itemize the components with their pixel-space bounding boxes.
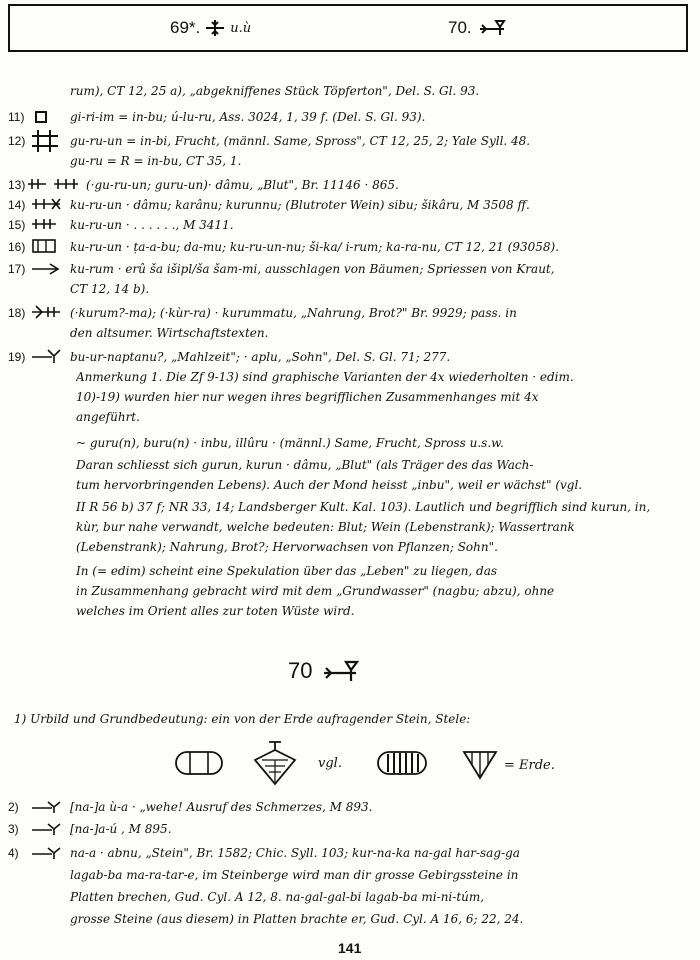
- text-line: gu-ru-un = in-bi, Frucht, (männl. Same, Spross", CT 12, 25, 2; Yale Syll. 48.: [70, 134, 531, 148]
- text-line: rum), CT 12, 25 a), „abgekniffenes Stück Töpferton", Del. S. Gl. 93.: [70, 84, 480, 98]
- stele-drawing-2-icon: [250, 738, 300, 788]
- cuneiform-na-sign-icon: [478, 19, 508, 37]
- text-line: ku-ru-un · dâmu; karânu; kurunnu; (Blutroter Wein) sibu; šikâru, M 3508 ff.: [70, 198, 530, 212]
- text-line: ~ guru(n), buru(n) · inbu, illûru · (männl.) Same, Frucht, Spross u.s.w.: [76, 436, 504, 450]
- text-line: (·gu-ru-un; guru-un)· dâmu, „Blut", Br. 11146 · 865.: [86, 178, 399, 192]
- text-line: II R 56 b) 37 f; NR 33, 14; Landsberger Kult. Kal. 103). Lautlich und begrifflich sind kurun, in,: [76, 500, 651, 514]
- line-number: 18): [8, 306, 26, 320]
- cuneiform-sign-70-3-icon: [30, 822, 62, 836]
- cuneiform-na-sign-large-icon: [322, 659, 362, 683]
- line-number: 2): [8, 800, 19, 814]
- section-number: 70: [288, 658, 313, 683]
- cuneiform-sign-70-4-icon: [30, 846, 62, 860]
- cuneiform-sign-17-icon: [30, 262, 62, 276]
- header-left-translit: u.ù: [230, 20, 252, 36]
- line-number: 16): [8, 240, 26, 254]
- drawings-label-erde: = Erde.: [504, 758, 555, 773]
- text-line: (·kurum?-ma); (·kùr-ra) · kurummatu, „Nahrung, Brot?" Br. 9929; pass. in: [70, 306, 517, 320]
- stele-drawing-1-icon: [174, 750, 224, 776]
- line-number: 13): [8, 178, 26, 192]
- section-heading: [288, 658, 362, 684]
- text-line: in Zusammenhang gebracht wird mit dem „Grundwasser" (nagbu; abzu), ohne: [76, 584, 555, 598]
- line-number: 17): [8, 262, 26, 276]
- header-right-number: 70.: [448, 18, 472, 37]
- text-line: CT 12, 14 b).: [70, 282, 150, 296]
- text-line: lagab-ba ma-ra-tar-e, im Steinberge wird man dir grosse Gebirgssteine in: [70, 868, 519, 882]
- header-left: [170, 18, 251, 38]
- cuneiform-sign-16-icon: [30, 238, 60, 254]
- text-line: Daran schliesst sich gurun, kurun · dâmu, „Blut" (als Träger des das Wach-: [76, 458, 534, 472]
- page-number: 141: [338, 940, 362, 956]
- text-line: (Lebenstrank); Nahrung, Brot?; Hervorwachsen von Pflanzen; Sohn".: [76, 540, 498, 554]
- stele-drawing-3-icon: [376, 750, 428, 776]
- text-line: ku-rum · erû ša išipl/ša šam-mi, ausschlagen von Bäumen; Spriessen von Kraut,: [70, 262, 555, 276]
- cuneiform-sign-11-icon: [34, 110, 48, 124]
- text-line: Anmerkung 1. Die Zf 9-13) sind graphische Varianten der 4x wiederholten · edim.: [76, 370, 574, 384]
- page-header-box: [8, 4, 688, 52]
- stele-drawing-4-icon: [460, 746, 500, 782]
- line-number: 15): [8, 218, 26, 232]
- stele-drawings: [170, 738, 590, 788]
- text-line: gi-ri-im = in-bu; ú-lu-ru, Ass. 3024, 1, 39 f. (Del. S. Gl. 93).: [70, 110, 426, 124]
- line-number: 4): [8, 846, 19, 860]
- cuneiform-sign-19-icon: [30, 348, 62, 364]
- text-line: [na-]a ù-a · „wehe! Ausruf des Schmerzes, M 893.: [70, 800, 373, 814]
- line-number: 12): [8, 134, 26, 148]
- text-line: Platten brechen, Gud. Cyl. A 12, 8. na-gal-gal-bi lagab-ba mi-ni-túm,: [70, 890, 485, 904]
- cuneiform-sign-70-2-icon: [30, 800, 62, 814]
- text-line: den altsumer. Wirtschaftstexten.: [70, 326, 269, 340]
- text-line: gu-ru = R = in-bu, CT 35, 1.: [70, 154, 242, 168]
- text-line: welches im Orient alles zur toten Wüste wird.: [76, 604, 355, 618]
- text-line: grosse Steine (aus diesem) in Platten brachte er, Gud. Cyl. A 16, 6; 22, 24.: [70, 912, 524, 926]
- text-line: kùr, bur nahe verwandt, welche bedeuten: Blut; Wein (Lebenstrank); Wassertrank: [76, 520, 575, 534]
- text-line: ku-ru-un · ṭa-a-bu; da-mu; ku-ru-un-nu; ši-ka/ i-rum; ka-ra-nu, CT 12, 21 (93058).: [70, 240, 560, 254]
- text-line: 10)-19) wurden hier nur wegen ihres begrifflichen Zusammenhanges mit 4x: [76, 390, 539, 404]
- cuneiform-sign-12-icon: [30, 128, 60, 154]
- text-line: bu-ur-naptanu?, „Mahlzeit"; · aplu, „Sohn", Del. S. Gl. 71; 277.: [70, 350, 451, 364]
- line-number: 14): [8, 198, 26, 212]
- drawings-label-vgl: vgl.: [318, 756, 342, 771]
- cuneiform-sign-18-icon: [30, 304, 64, 320]
- line-number: 3): [8, 822, 19, 836]
- header-left-number: 69*.: [170, 18, 201, 37]
- text-line: 1) Urbild und Grundbedeutung: ein von der Erde aufragender Stein, Stele:: [14, 712, 471, 726]
- header-right: [448, 18, 508, 38]
- cuneiform-sign-15-icon: [30, 216, 60, 232]
- text-line: [na-]a-ú , M 895.: [70, 822, 172, 836]
- text-line: angeführt.: [76, 410, 140, 424]
- cuneiform-sign-14-icon: [30, 196, 64, 212]
- cuneiform-sign-icon: [204, 18, 226, 38]
- text-line: na-a · abnu, „Stein", Br. 1582; Chic. Syll. 103; kur-na-ka na-gal har-sag-ga: [70, 846, 520, 860]
- line-number: 11): [8, 110, 25, 124]
- text-line: In (= edim) scheint eine Spekulation über das „Leben" zu liegen, das: [76, 564, 498, 578]
- text-line: tum hervorbringenden Lebens). Auch der Mond heisst „inbu", weil er wächst" (vgl.: [76, 478, 583, 492]
- text-line: ku-ru-un · . . . . . ., M 3411.: [70, 218, 234, 232]
- line-number: 19): [8, 350, 26, 364]
- cuneiform-sign-13-icon: [26, 176, 82, 192]
